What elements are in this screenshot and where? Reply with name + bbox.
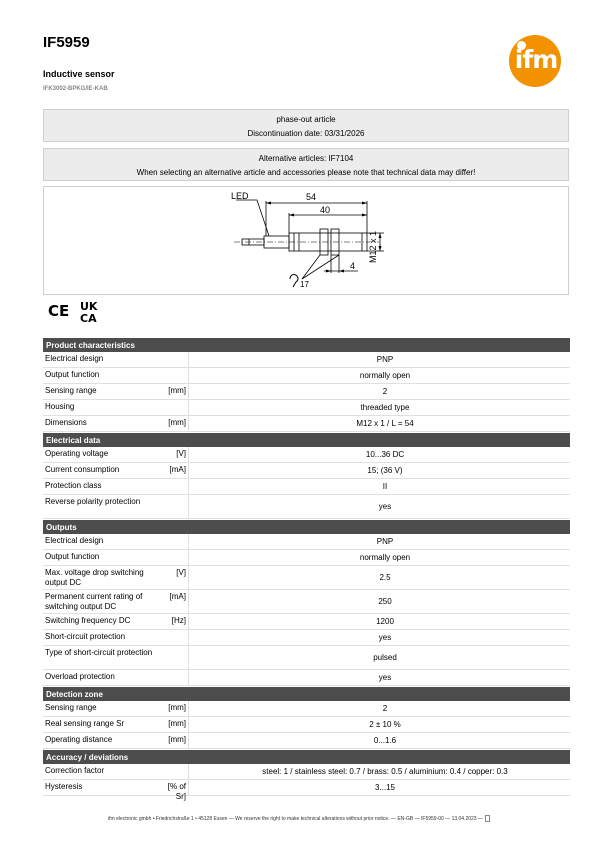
spec-label: Sensing range [45, 703, 97, 712]
spec-row [43, 630, 570, 646]
spec-label: Permanent current rating of switching output DC [45, 592, 143, 611]
spec-value: 250 [378, 596, 392, 606]
section-header: Product characteristics [43, 337, 570, 352]
spec-label: Hysteresis [45, 782, 83, 791]
spec-unit: [% of Sr] [165, 780, 189, 795]
spec-row [43, 717, 570, 733]
spec-label: Max. voltage drop switching output DC [45, 568, 144, 587]
spec-value: normally open [359, 552, 411, 562]
spec-row [43, 534, 570, 550]
ifm-logo [509, 35, 561, 87]
spec-value: 10...36 DC [365, 449, 405, 459]
spec-unit [165, 646, 189, 669]
spec-row [43, 733, 570, 749]
phase-out-notice [43, 109, 569, 142]
page-icon [485, 815, 490, 822]
spec-unit: [Hz] [165, 614, 189, 629]
wrench-size: 17 [300, 280, 309, 289]
spec-row [43, 566, 570, 590]
spec-value: yes [378, 672, 392, 682]
spec-label: Current consumption [45, 465, 120, 474]
spec-value: 0...1.6 [373, 735, 397, 745]
spec-unit: [mm] [165, 733, 189, 748]
spec-label: Overload protection [45, 672, 115, 681]
spec-row [43, 447, 570, 463]
section-header: Detection zone [43, 686, 570, 701]
spec-label: Output function [45, 370, 100, 379]
spec-unit: [mm] [165, 416, 189, 431]
page-footer [0, 815, 598, 822]
phase-out-label: phase-out article [276, 115, 336, 124]
spec-unit: [mm] [165, 717, 189, 732]
spec-row [43, 614, 570, 630]
section-header: Accuracy / deviations [43, 749, 570, 764]
spec-value: 2 ± 10 % [369, 719, 401, 729]
ce-ukca-icon [45, 299, 105, 325]
dim-nut: 4 [350, 261, 356, 271]
spec-unit: [V] [165, 566, 189, 589]
spec-value: threaded type [360, 402, 410, 412]
ukca-mark-bottom: CA [80, 312, 97, 325]
ukca-mark-top: UK [80, 300, 98, 313]
product-subtitle: Inductive sensor [43, 69, 115, 79]
dim-total: 54 [306, 192, 317, 202]
spec-label: Protection class [45, 481, 102, 490]
spec-row [43, 495, 570, 519]
spec-value: yes [378, 501, 392, 511]
spec-unit [165, 550, 189, 565]
spec-unit: [mm] [165, 701, 189, 716]
product-title: IF5959 [43, 34, 90, 51]
spec-label: Electrical design [45, 354, 104, 363]
spec-row [43, 590, 570, 614]
spec-row [43, 646, 570, 670]
spec-row [43, 416, 570, 432]
led-label: LED [231, 191, 249, 201]
spec-row [43, 764, 570, 780]
spec-row [43, 780, 570, 801]
spec-value: 3...15 [374, 782, 395, 792]
spec-label: Electrical design [45, 536, 104, 545]
spec-value: 1200 [376, 616, 394, 626]
spec-label: Real sensing range Sr [45, 719, 125, 728]
thread-spec: M12 x 1 [368, 230, 378, 263]
spec-label: Short-circuit protection [45, 632, 126, 641]
spec-unit [165, 400, 189, 415]
section-header: Electrical data [43, 432, 570, 447]
footer-text: ifm electronic gmbh • Friedrichstraße 1 • 45128 Essen — We reserve the right to make technical alterations without prior notice. — EN-GB — IF5959-00 — 13.04.2023 — [108, 815, 483, 822]
spec-label: Operating distance [45, 735, 113, 744]
logo-text: ifm [514, 45, 558, 74]
spec-table [43, 337, 570, 801]
section-header: Outputs [43, 519, 570, 534]
spec-unit [165, 368, 189, 383]
spec-label: Type of short-circuit protection [45, 648, 153, 657]
spec-value: 2.5 [379, 572, 391, 582]
spec-value: steel: 1 / stainless steel: 0.7 / brass: 0.5 / aluminium: 0.4 / copper: 0.3 [262, 766, 508, 776]
spec-value: PNP [376, 536, 394, 546]
spec-unit: [mm] [165, 384, 189, 399]
certification-marks [45, 299, 105, 330]
spec-label: Operating voltage [45, 449, 109, 458]
spec-label: Reverse polarity protection [45, 497, 141, 506]
sensor-drawing-svg [44, 187, 570, 296]
discontinuation-date: Discontinuation date: 03/31/2026 [247, 129, 365, 138]
spec-unit [165, 670, 189, 685]
spec-row [43, 400, 570, 416]
spec-label: Switching frequency DC [45, 616, 131, 625]
spec-row [43, 368, 570, 384]
spec-unit [165, 630, 189, 645]
spec-row [43, 479, 570, 495]
spec-unit [165, 352, 189, 367]
spec-label: Dimensions [45, 418, 87, 427]
spec-label: Correction factor [45, 766, 105, 775]
article-code: IFK3002-BPKG/IE-KAB [43, 86, 108, 92]
spec-label: Housing [45, 402, 75, 411]
alternatives-note: When selecting an alternative article and accessories please note that technical data may differ! [136, 168, 476, 177]
dim-thread: 40 [320, 205, 331, 215]
spec-row [43, 384, 570, 400]
spec-value: 2 [382, 703, 388, 713]
alternatives-notice [43, 148, 569, 181]
spec-label: Sensing range [45, 386, 97, 395]
spec-value: 2 [382, 386, 388, 396]
spec-unit [165, 534, 189, 549]
alternative-articles: Alternative articles: IF7104 [258, 154, 354, 163]
ce-mark: CE [48, 302, 70, 320]
spec-row [43, 352, 570, 368]
spec-row [43, 463, 570, 479]
spec-label: Output function [45, 552, 100, 561]
spec-value: 15; (36 V) [367, 465, 403, 475]
spec-unit [165, 764, 189, 779]
spec-unit [165, 495, 189, 518]
spec-unit: [V] [165, 447, 189, 462]
spec-row [43, 670, 570, 686]
spec-unit: [mA] [165, 463, 189, 478]
spec-unit: [mA] [165, 590, 189, 613]
spec-value: pulsed [373, 652, 397, 662]
dimension-drawing [43, 186, 569, 295]
wrench-icon [290, 275, 298, 287]
spec-row [43, 550, 570, 566]
spec-row [43, 701, 570, 717]
spec-value: yes [378, 632, 392, 642]
spec-unit [165, 479, 189, 494]
spec-value: normally open [359, 370, 411, 380]
spec-value: M12 x 1 / L = 54 [356, 418, 414, 428]
spec-value: II [382, 481, 388, 491]
spec-value: PNP [376, 354, 394, 364]
